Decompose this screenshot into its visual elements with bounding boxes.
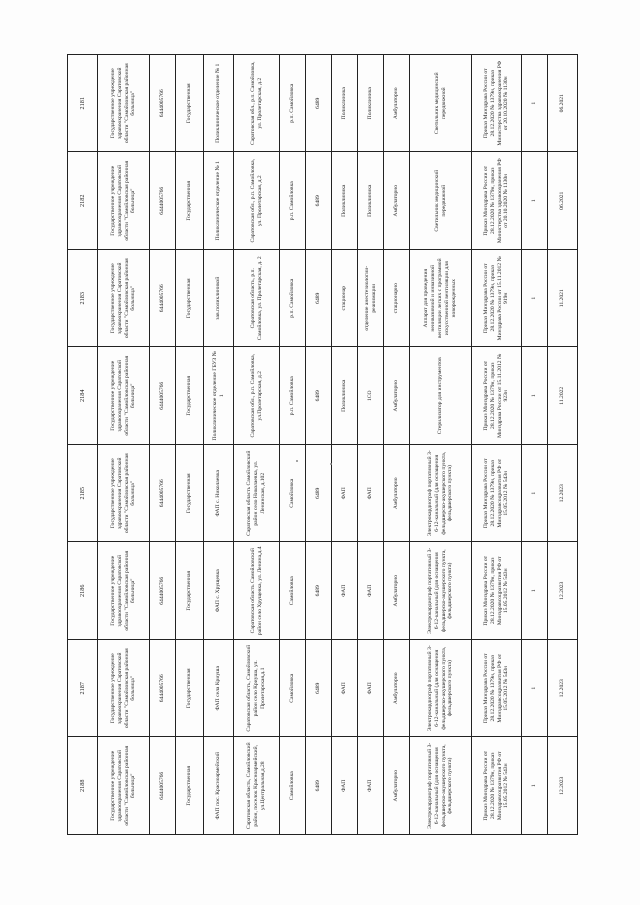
row-order bbox=[472, 55, 522, 835]
cell-settlement: Самойловка bbox=[280, 542, 306, 640]
row-id bbox=[68, 55, 98, 835]
cell-subtype: отделение анестезиологии-реанимации bbox=[358, 250, 384, 348]
cell-owner: Государственное учреждение здравоохранения Саратовской области "Самойловская районная больница" bbox=[98, 347, 150, 445]
cell-type: Поликлиника bbox=[332, 347, 358, 445]
cell-date: 06.2021 bbox=[548, 152, 578, 250]
cell-equipment: Электрокардиограф портативный 3-6-12-канальный (для оснащения фельдшерско-акушерского пункта, фельдшерского пункта) bbox=[410, 542, 472, 640]
cell-address: Саратовская обл., р.п. Самойловка, ул. Пролетарская, д.2 bbox=[234, 152, 280, 250]
cell-ownership: Государственная bbox=[176, 445, 204, 543]
cell-id: 2188 bbox=[68, 737, 98, 835]
cell-id: 2184 bbox=[68, 347, 98, 445]
cell-equipment: Электрокардиограф портативный 3-6-12-канальный (для оснащения фельдшерско-акушерского пункта, фельдшерского пункта) bbox=[410, 640, 472, 738]
cell-type: ФАП bbox=[332, 737, 358, 835]
cell-inn: 6444005766 bbox=[150, 445, 176, 543]
cell-id: 2182 bbox=[68, 152, 98, 250]
row-date bbox=[548, 55, 578, 835]
cell-unit: Поликлиническое отделение № 1 bbox=[204, 55, 234, 153]
cell-id: 2181 bbox=[68, 55, 98, 153]
cell-owner: Государственное учреждение здравоохранения Саратовской области "Самойловская районная больница" bbox=[98, 737, 150, 835]
cell-unit: Поликлиническое отделение № 1 bbox=[204, 152, 234, 250]
cell-type: ФАП bbox=[332, 445, 358, 543]
row-care bbox=[384, 55, 410, 835]
cell-care: Амбулаторно bbox=[384, 55, 410, 153]
cell-code: 6489 bbox=[306, 445, 332, 543]
cell-subtype: ФАП bbox=[358, 542, 384, 640]
cell-ownership: Государственная bbox=[176, 640, 204, 738]
row-address bbox=[234, 55, 280, 835]
cell-care: Амбулаторно bbox=[384, 152, 410, 250]
cell-unit: ФАП села Криуша bbox=[204, 640, 234, 738]
cell-order: Приказ Минздрава России от 28.12.2020 № 1379н, приказ Минздравсоцразвития РФ от 15.05.2012 № 543н bbox=[472, 542, 522, 640]
cell-unit: Поликлиническое отделение ГБУЗ № 1 bbox=[204, 347, 234, 445]
cell-equipment: Электрокардиограф портативный 3-6-12-канальный (для оснащения фельдшерско-акушерского пункта, фельдшерского пункта) bbox=[410, 445, 472, 543]
cell-settlement: Самойловка bbox=[280, 445, 306, 543]
row-code bbox=[306, 55, 332, 835]
cell-care: Амбулаторно bbox=[384, 542, 410, 640]
cell-settlement: Самойловка bbox=[280, 737, 306, 835]
cell-owner: Государственное учреждение здравоохранения Саратовской области "Самойловская районная больница" bbox=[98, 542, 150, 640]
cell-address: Саратовская обл., р.п. Самойловка, ул.Пролетарская, д.2 bbox=[234, 347, 280, 445]
cell-subtype: Поликлиника bbox=[358, 55, 384, 153]
cell-order: Приказ Минздрава России от 28.12.2020 № 1379н, приказ Минздравсоцразвития РФ от 15.05.2012 № 543н bbox=[472, 445, 522, 543]
cell-order: Приказ Минздрава России от 28.12.2020 № 1379н, приказ Министерства здравоохранения РФ от 20.10.2020 № 1130н bbox=[472, 152, 522, 250]
cell-date: 12.2023 bbox=[548, 542, 578, 640]
row-unit bbox=[204, 55, 234, 835]
cell-type: ФАП bbox=[332, 542, 358, 640]
rotated-table-wrapper bbox=[67, 55, 577, 835]
row-type bbox=[332, 55, 358, 835]
cell-settlement: р.п. Самойловка bbox=[280, 55, 306, 153]
cell-code: 6489 bbox=[306, 542, 332, 640]
cell-inn: 6444005766 bbox=[150, 55, 176, 153]
cell-settlement: р.п. Самойловка bbox=[280, 347, 306, 445]
cell-subtype: ФАП bbox=[358, 737, 384, 835]
scan-speck bbox=[296, 460, 298, 462]
cell-qty: 1 bbox=[522, 250, 548, 348]
cell-type: Поликлиника bbox=[332, 55, 358, 153]
cell-care: Амбулаторно bbox=[384, 640, 410, 738]
cell-equipment: Стерилизатор для инструментов bbox=[410, 347, 472, 445]
cell-subtype: 1СО bbox=[358, 347, 384, 445]
cell-type: стационар bbox=[332, 250, 358, 348]
row-inn bbox=[150, 55, 176, 835]
cell-ownership: Государственная bbox=[176, 152, 204, 250]
cell-inn: 6444005766 bbox=[150, 347, 176, 445]
cell-settlement: р.п. Самойловка bbox=[280, 250, 306, 348]
cell-order: Приказ Минздрава России от 28.12.2020 № 1379н, приказ Министерства здравоохранения РФ от 20.10.2020 № 1130н bbox=[472, 55, 522, 153]
cell-code: 6489 bbox=[306, 55, 332, 153]
cell-code: 6489 bbox=[306, 250, 332, 348]
cell-subtype: Поликлиника bbox=[358, 152, 384, 250]
cell-date: 11.2022 bbox=[548, 347, 578, 445]
cell-inn: 6444005766 bbox=[150, 250, 176, 348]
cell-qty: 1 bbox=[522, 542, 548, 640]
cell-address: Саратовская обл., р.п. Самойловка, ул. Пролетарская, д.2 bbox=[234, 55, 280, 153]
row-settlement bbox=[280, 55, 306, 835]
cell-ownership: Государственная bbox=[176, 250, 204, 348]
cell-unit: ФАП с. Николаевка bbox=[204, 445, 234, 543]
cell-code: 6489 bbox=[306, 347, 332, 445]
cell-order: Приказ Минздрава России от 28.12.2020 № 1379н, приказ Минздрава России от 15.11.2012 № 919н bbox=[472, 250, 522, 348]
cell-date: 12.2023 bbox=[548, 737, 578, 835]
cell-care: Амбулаторно bbox=[384, 347, 410, 445]
cell-date: 06.2021 bbox=[548, 55, 578, 153]
cell-ownership: Государственная bbox=[176, 347, 204, 445]
cell-inn: 6444005766 bbox=[150, 737, 176, 835]
cell-unit: ФАП с. Хрущевка bbox=[204, 542, 234, 640]
cell-unit: ФАП пос. Красноармейский bbox=[204, 737, 234, 835]
row-ownership bbox=[176, 55, 204, 835]
cell-qty: 1 bbox=[522, 152, 548, 250]
cell-date: 12.2023 bbox=[548, 640, 578, 738]
row-qty bbox=[522, 55, 548, 835]
cell-type: ФАП bbox=[332, 640, 358, 738]
cell-care: Амбулаторно bbox=[384, 737, 410, 835]
cell-code: 6489 bbox=[306, 737, 332, 835]
cell-code: 6489 bbox=[306, 640, 332, 738]
cell-order: Приказ Минздрава России от 28.12.2020 № 1379н, приказ Минздравсоцразвития РФ от 15.05.2012 № 543н bbox=[472, 737, 522, 835]
cell-id: 2186 bbox=[68, 542, 98, 640]
cell-settlement: Самойловка bbox=[280, 640, 306, 738]
cell-inn: 6444005766 bbox=[150, 542, 176, 640]
cell-care: стационарно bbox=[384, 250, 410, 348]
cell-equipment: Светильник медицинский передвижной bbox=[410, 152, 472, 250]
cell-order: Приказ Минздрава России от 28.12.2020 № 1379н, приказ Минздрава России от 15.11.2012 № 923н bbox=[472, 347, 522, 445]
cell-settlement: р.п. Самойловка bbox=[280, 152, 306, 250]
cell-owner: Государственное учреждение здравоохранения Саратовской области "Самойловская районная больница" bbox=[98, 445, 150, 543]
cell-ownership: Государственная bbox=[176, 542, 204, 640]
cell-subtype: ФАП bbox=[358, 445, 384, 543]
row-equipment bbox=[410, 55, 472, 835]
cell-address: Саратовская область Самойловский район село Николаевка, ул. Ленинская, д.102 bbox=[234, 445, 280, 543]
row-owner bbox=[98, 55, 150, 835]
cell-qty: 1 bbox=[522, 55, 548, 153]
cell-ownership: Государственная bbox=[176, 737, 204, 835]
cell-ownership: Государственная bbox=[176, 55, 204, 153]
scan-speck bbox=[330, 463, 332, 465]
cell-type: Поликлиника bbox=[332, 152, 358, 250]
cell-equipment: Аппарат для проведения неинвазивной и инвазивной вентиляции легких с программой искусственной вентиляции для новорожденных bbox=[410, 250, 472, 348]
cell-address: Саратовская область Самойловский район село Хрущевка, ул. Ленина,д.4 bbox=[234, 542, 280, 640]
cell-date: 12.2023 bbox=[548, 445, 578, 543]
cell-address: Саратовская область, р.п. Самойловка, ул. Пролетарская, д. 2 bbox=[234, 250, 280, 348]
cell-inn: 6444005766 bbox=[150, 640, 176, 738]
cell-unit: зав.поликлиникой bbox=[204, 250, 234, 348]
row-subtype bbox=[358, 55, 384, 835]
cell-qty: 1 bbox=[522, 640, 548, 738]
cell-address: Саратовская область, Самойловский район, поселок Красноармейский, ул.Центральная,д.28 bbox=[234, 737, 280, 835]
cell-equipment: Электрокардиограф портативный 3-6-12-канальный (для оснащения фельдшерско-акушерского пункта, фельдшерского пункта) bbox=[410, 737, 472, 835]
equipment-register-table bbox=[67, 54, 578, 835]
cell-id: 2183 bbox=[68, 250, 98, 348]
cell-id: 2185 bbox=[68, 445, 98, 543]
cell-qty: 1 bbox=[522, 445, 548, 543]
cell-date: 11.2021 bbox=[548, 250, 578, 348]
cell-inn: 6444005766 bbox=[150, 152, 176, 250]
cell-owner: Государственное учреждение здравоохранения Саратовской области "Самойловская районная больница" bbox=[98, 152, 150, 250]
cell-owner: Государственное учреждение здравоохранения Саратовской области "Самойловская районная больница" bbox=[98, 250, 150, 348]
cell-address: Саратовская область, Самойловский район село Криуша, ул. Пролетарская,д.1 bbox=[234, 640, 280, 738]
cell-qty: 1 bbox=[522, 737, 548, 835]
cell-code: 6489 bbox=[306, 152, 332, 250]
cell-equipment: Светильник медицинский передвижной bbox=[410, 55, 472, 153]
cell-order: Приказ Минздрава России от 28.12.2020 № 1379н, приказ Минздравсоцразвития РФ от 15.05.2012 № 543н bbox=[472, 640, 522, 738]
cell-subtype: ФАП bbox=[358, 640, 384, 738]
cell-care: Амбулаторно bbox=[384, 445, 410, 543]
cell-id: 2187 bbox=[68, 640, 98, 738]
cell-qty: 1 bbox=[522, 347, 548, 445]
cell-owner: Государственное учреждение здравоохранения Саратовской области "Самойловская районная больница" bbox=[98, 55, 150, 153]
cell-owner: Государственное учреждение здравоохранения Саратовской области "Самойловская районная больница" bbox=[98, 640, 150, 738]
